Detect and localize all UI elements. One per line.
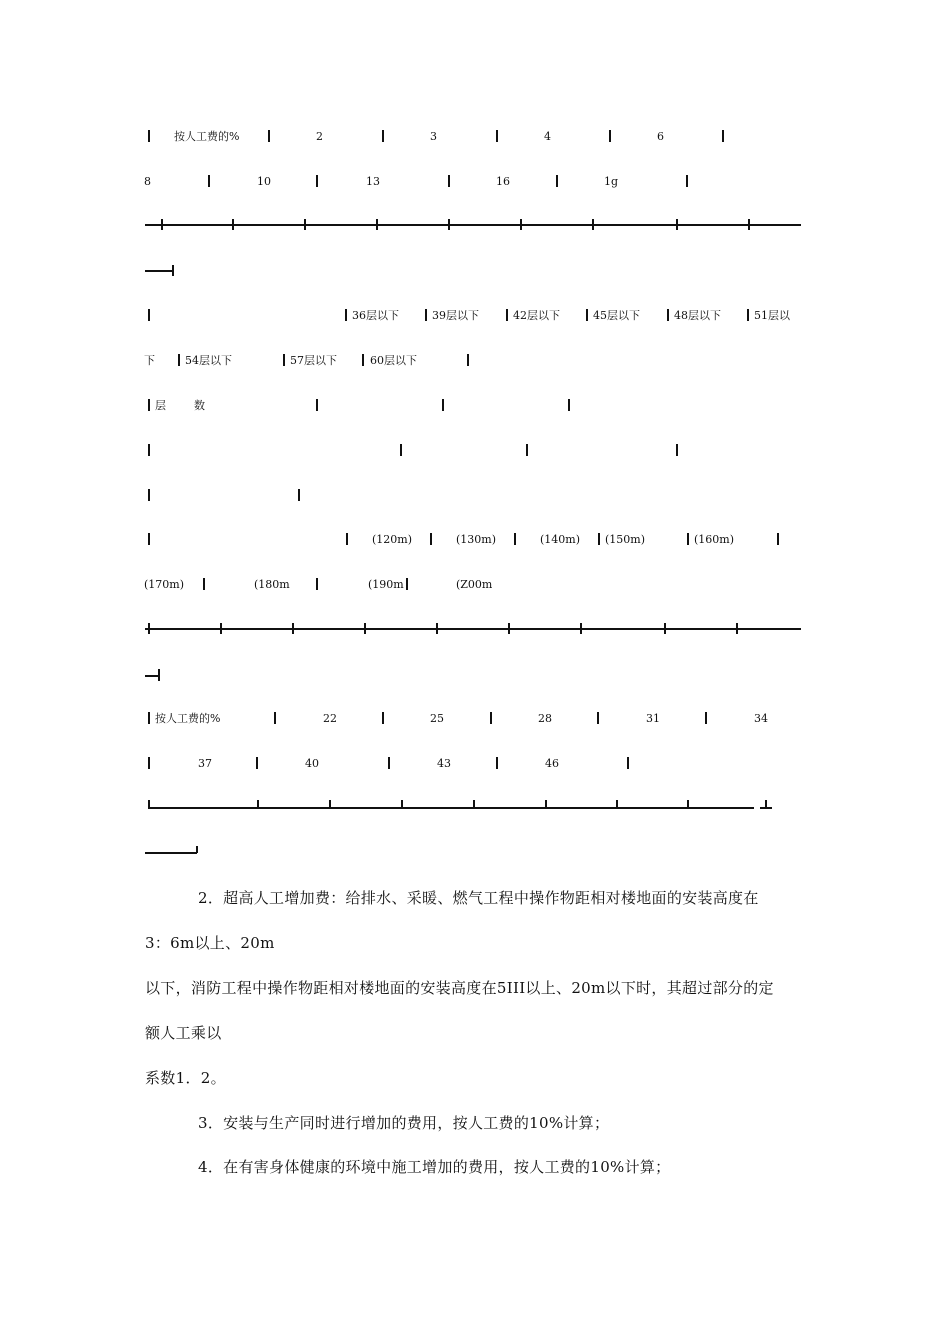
table-rule: [145, 270, 173, 272]
cell-border: [598, 533, 600, 545]
rule-tick: [232, 219, 234, 230]
cell-value: 28: [538, 712, 552, 725]
floor-header: 39层以下: [432, 309, 479, 322]
cell-border: [627, 757, 629, 769]
rule-tick: [148, 623, 150, 634]
cell-border: [586, 309, 588, 321]
height-header: (130m): [456, 533, 497, 546]
rule-tick: [580, 623, 582, 634]
cell-value: 46: [545, 757, 559, 770]
rule-tick: [592, 219, 594, 230]
cell-border: [274, 712, 276, 724]
cell-border: [448, 175, 450, 187]
rule-tick: [161, 219, 163, 230]
cell-value: 13: [366, 175, 380, 188]
cell-border: [382, 130, 384, 142]
cell-border: [506, 309, 508, 321]
floor-header: 36层以下: [352, 309, 399, 322]
paragraph-2-line1: 2．超高人工增加费：给排水、采暖、燃气工程中操作物距相对楼地面的安装高度在: [198, 889, 759, 907]
rule-tick: [304, 219, 306, 230]
cell-border: [705, 712, 707, 724]
floor-header: 57层以下: [290, 354, 337, 367]
rule-tick: [687, 800, 689, 808]
paragraph-2-line5: 系数1．2。: [145, 1069, 226, 1087]
cell-border: [208, 175, 210, 187]
height-header: (150m): [605, 533, 646, 546]
floor-header: 54层以下: [185, 354, 232, 367]
cell-value: 10: [257, 175, 271, 188]
cell-border: [203, 578, 205, 590]
cell-border: [667, 309, 669, 321]
rule-tick: [448, 219, 450, 230]
cell-border: [382, 712, 384, 724]
floor-header: 60层以下: [370, 354, 417, 367]
cell-border: [256, 757, 258, 769]
rule-tick: [520, 219, 522, 230]
height-header: (180m: [254, 578, 290, 591]
paragraph-2-line2: 3：6m以上、20m: [145, 934, 275, 952]
rule-tick: [473, 800, 475, 808]
cell-value: 16: [496, 175, 510, 188]
rule-tick: [748, 219, 750, 230]
floors-label: 层 数: [155, 399, 207, 412]
rule-tick: [196, 846, 198, 853]
cell-border: [388, 757, 390, 769]
rule-tick: [545, 800, 547, 808]
cell-border: [148, 712, 150, 724]
rule-tick: [158, 669, 160, 681]
cell-border: [556, 175, 558, 187]
table-rule: [145, 675, 159, 677]
cell-border: [526, 444, 528, 456]
cell-border: [747, 309, 749, 321]
cell-border: [316, 578, 318, 590]
rule-tick: [508, 623, 510, 634]
cell-border: [148, 444, 150, 456]
rule-tick: [220, 623, 222, 634]
cell-border: [268, 130, 270, 142]
cell-border: [430, 533, 432, 545]
cell-border: [425, 309, 427, 321]
cell-border: [148, 130, 150, 142]
cell-border: [676, 444, 678, 456]
cell-border: [178, 354, 180, 366]
height-header: (120m): [372, 533, 413, 546]
height-header: (Z00m: [456, 578, 493, 591]
cell-value: 8: [144, 175, 151, 188]
paragraph-3: 3．安装与生产同时进行增加的费用，按人工费的10%计算；: [198, 1114, 610, 1132]
rule-tick: [616, 800, 618, 808]
cell-border: [722, 130, 724, 142]
cell-border: [346, 533, 348, 545]
cell-value: 25: [430, 712, 444, 725]
rule-tick: [292, 623, 294, 634]
cell-border: [406, 578, 408, 590]
cell-border: [686, 175, 688, 187]
floor-header: 45层以下: [593, 309, 640, 322]
row-label: 按人工费的%: [174, 130, 240, 143]
cell-border: [514, 533, 516, 545]
height-header: (140m): [540, 533, 581, 546]
cell-value: 4: [544, 130, 551, 143]
table-rule: [145, 224, 801, 226]
cell-border: [490, 712, 492, 724]
cell-value: 31: [646, 712, 660, 725]
floor-header: 48层以下: [674, 309, 721, 322]
cell-border: [467, 354, 469, 366]
row-label: 按人工费的%: [155, 712, 221, 725]
cell-border: [362, 354, 364, 366]
cell-border: [496, 757, 498, 769]
cell-border: [609, 130, 611, 142]
rule-tick: [436, 623, 438, 634]
floor-header: 51层以: [754, 309, 790, 322]
table-rule: [145, 852, 197, 854]
paragraph-4: 4．在有害身体健康的环境中施工增加的费用，按人工费的10%计算；: [198, 1158, 671, 1176]
height-header: (160m): [694, 533, 735, 546]
cell-value: 37: [198, 757, 212, 770]
cell-border: [298, 489, 300, 501]
height-header: (190m: [368, 578, 404, 591]
cell-border: [687, 533, 689, 545]
cell-value: 22: [323, 712, 337, 725]
cell-border: [597, 712, 599, 724]
rule-tick: [172, 265, 174, 276]
cell-value: 40: [305, 757, 319, 770]
paragraph-2-line4: 额人工乘以: [145, 1024, 222, 1042]
cell-border: [148, 533, 150, 545]
cell-border: [400, 444, 402, 456]
rule-tick: [364, 623, 366, 634]
rule-tick: [736, 623, 738, 634]
floor-header: 下: [144, 354, 155, 367]
rule-tick: [765, 800, 767, 808]
cell-value: 34: [754, 712, 768, 725]
cell-value: 6: [657, 130, 664, 143]
cell-border: [496, 130, 498, 142]
table-rule: [148, 807, 754, 809]
cell-border: [148, 309, 150, 321]
rule-tick: [329, 800, 331, 808]
cell-border: [345, 309, 347, 321]
cell-value: 43: [437, 757, 451, 770]
cell-border: [148, 399, 150, 411]
cell-border: [442, 399, 444, 411]
cell-border: [316, 399, 318, 411]
rule-tick: [148, 800, 150, 808]
cell-value: 3: [430, 130, 437, 143]
paragraph-2-line3: 以下，消防工程中操作物距相对楼地面的安装高度在5III以上、20m以下时，其超过部分的定: [145, 979, 774, 997]
height-header: (170m): [144, 578, 185, 591]
cell-border: [568, 399, 570, 411]
rule-tick: [376, 219, 378, 230]
cell-value: 2: [316, 130, 323, 143]
cell-border: [148, 489, 150, 501]
cell-border: [777, 533, 779, 545]
cell-border: [283, 354, 285, 366]
cell-border: [148, 757, 150, 769]
rule-tick: [257, 800, 259, 808]
rule-tick: [676, 219, 678, 230]
cell-value: 1g: [604, 175, 619, 188]
cell-border: [316, 175, 318, 187]
rule-tick: [664, 623, 666, 634]
floor-header: 42层以下: [513, 309, 560, 322]
rule-tick: [401, 800, 403, 808]
table-rule: [145, 628, 801, 630]
